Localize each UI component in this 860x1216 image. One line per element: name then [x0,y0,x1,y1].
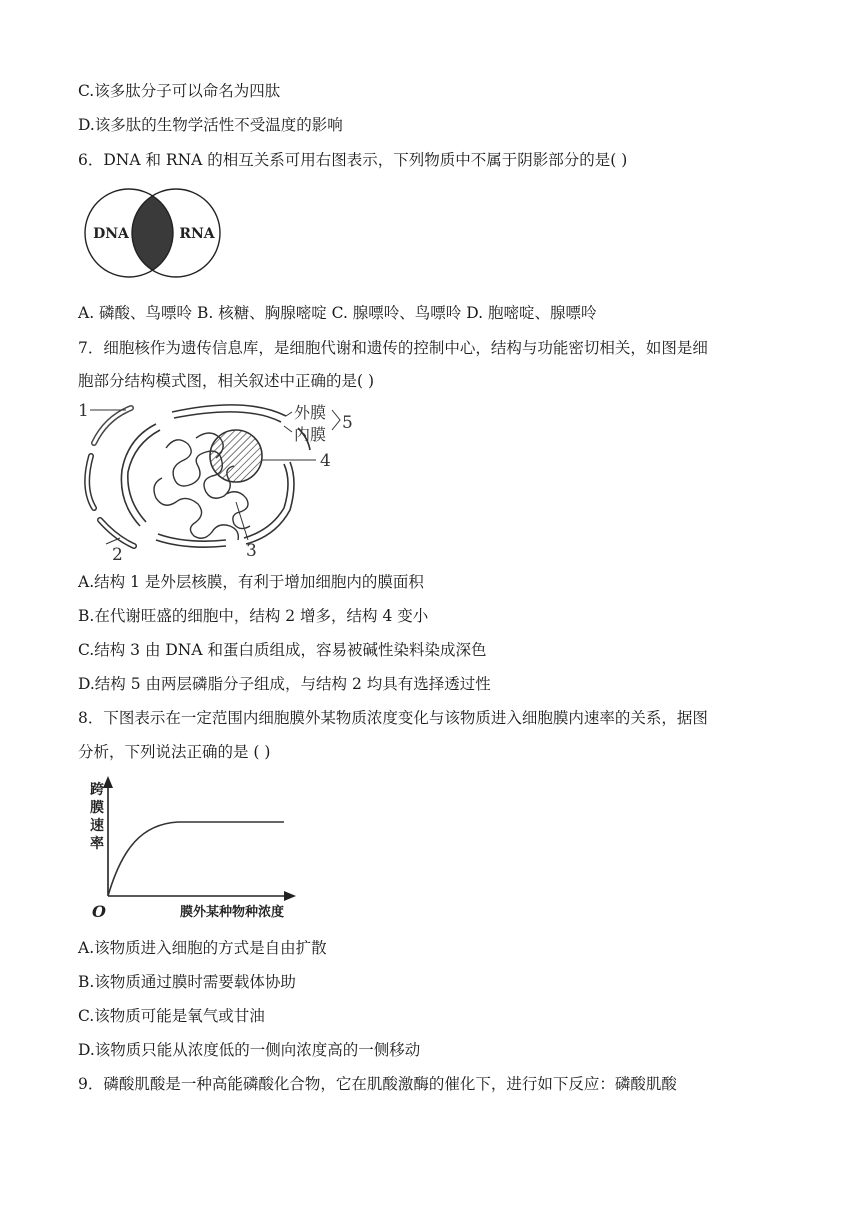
q7-stem-line2: 胞部分结构模式图，相关叙述中正确的是( ) [78,372,375,390]
label-1: 1 [78,401,89,421]
q8-option-b: B.该物质通过膜时需要载体协助 [78,973,296,991]
q6-venn-diagram [78,184,230,282]
q7-option-a: A.结构 1 是外层核膜，有利于增加细胞内的膜面积 [78,573,424,591]
nucleolus-shape [210,430,262,482]
origin-label: O [92,902,106,921]
q7-nucleus-diagram [76,398,366,566]
venn-rna-label: RNA [179,226,215,242]
x-axis-label: 膜外某种物种浓度 [180,905,285,920]
q7-option-c: C.结构 3 由 DNA 和蛋白质组成，容易被碱性染料染成深色 [78,641,487,659]
venn-dna-label: DNA [93,226,129,242]
label-2: 2 [112,545,123,565]
q8-stem-line2: 分析，下列说法正确的是 ( ) [78,743,271,761]
q7-option-b: B.在代谢旺盛的细胞中，结构 2 增多，结构 4 变小 [78,607,429,625]
rate-curve [108,822,284,896]
label-5: 5 [342,413,353,433]
q7-stem-line1: 7．细胞核作为遗传信息库，是细胞代谢和遗传的控制中心，结构与功能密切相关，如图是细 [78,339,708,357]
q6-options: A. 磷酸、鸟嘌呤 B. 核糖、胸腺嘧啶 C. 腺嘌呤、鸟嘌呤 D. 胞嘧啶、腺嘌呤 [78,304,597,322]
q6-stem: 6．DNA 和 RNA 的相互关系可用右图表示，下列物质中不属于阴影部分的是( ) [78,151,628,169]
q8-stem-line1: 8．下图表示在一定范围内细胞膜外某物质浓度变化与该物质进入细胞膜内速率的关系，据图 [78,709,708,727]
q8-option-a: A.该物质进入细胞的方式是自由扩散 [78,939,327,957]
q5-option-d: D.该多肽的生物学活性不受温度的影响 [78,116,343,134]
q8-option-c: C.该物质可能是氧气或甘油 [78,1007,265,1025]
label-3: 3 [246,541,257,561]
y-label-char-1: 跨 [90,782,104,798]
label-outer-membrane: 外膜 [294,403,327,422]
y-label-char-3: 速 [90,818,104,834]
y-axis-arrow [103,776,113,788]
label-inner-membrane: 内膜 [294,425,327,444]
q8-rate-graph [86,772,310,924]
q8-option-d: D.该物质只能从浓度低的一侧向浓度高的一侧移动 [78,1041,421,1059]
x-axis-arrow [284,891,296,901]
label-4: 4 [320,451,331,471]
y-label-char-2: 膜 [90,800,104,816]
q7-option-d: D.结构 5 由两层磷脂分子组成，与结构 2 均具有选择透过性 [78,675,491,693]
q5-option-c: C.该多肽分子可以命名为四肽 [78,82,281,100]
y-label-char-4: 率 [90,836,104,852]
q9-stem: 9．磷酸肌酸是一种高能磷酸化合物，它在肌酸激酶的催化下，进行如下反应：磷酸肌酸 [78,1075,677,1093]
